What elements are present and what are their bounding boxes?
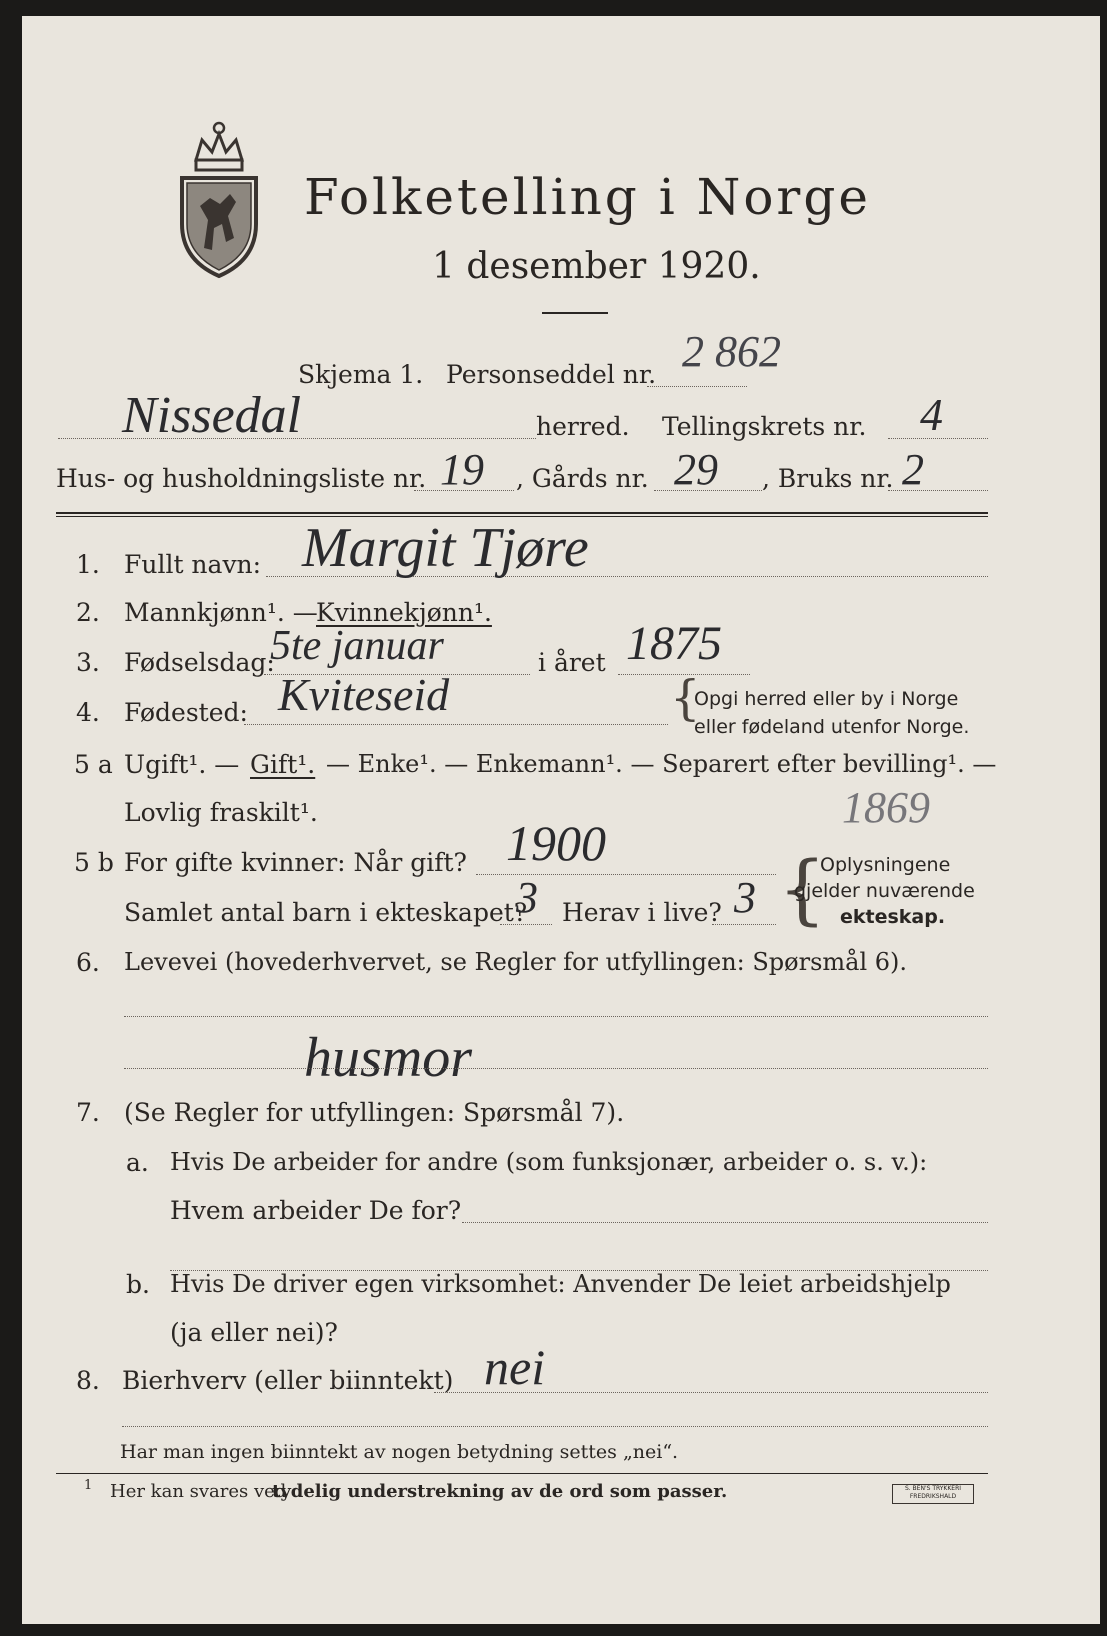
q5b-note-3: ekteskap. [840, 906, 946, 928]
q4-value: Kviteseid [278, 669, 450, 720]
q5b-live-label: Herav i live? [562, 898, 722, 927]
q6-dots-2 [124, 1068, 988, 1069]
q5b-barn-dots [500, 924, 552, 925]
q4-brace: { [670, 670, 701, 726]
q1-value: Margit Tjøre [302, 517, 589, 579]
form-title: Folketelling i Norge [304, 168, 871, 226]
q4-number: 4. [76, 698, 100, 727]
q6-value: husmor [304, 1027, 473, 1089]
skjema-label: Skjema 1. [298, 360, 424, 389]
q5a-lovlig: Lovlig fraskilt¹. [124, 798, 318, 827]
q5a-margin-year: 1869 [842, 783, 930, 832]
q5b-brace: { [778, 844, 827, 933]
personseddel-label: Personseddel nr. [446, 360, 657, 389]
q5b-live-value: 3 [734, 873, 756, 922]
q7b-line-1: Hvis De driver egen virksomhet: Anvender De leiet arbeidshjelp [170, 1270, 951, 1298]
q2-number: 2. [76, 598, 100, 627]
q4-note-2: eller fødeland utenfor Norge. [694, 716, 970, 738]
form-date: 1 desember 1920. [432, 246, 761, 287]
q2-kvinne: Kvinnekjønn¹. [316, 598, 492, 627]
q3-value: 5te januar [270, 623, 444, 669]
q5b-live-dots [712, 924, 776, 925]
hus-value: 19 [440, 445, 484, 494]
coat-of-arms-icon [174, 120, 264, 280]
q6-label: Levevei (hovederhvervet, se Regler for utfyllingen: Spørsmål 6). [124, 948, 908, 976]
q7b-number: b. [126, 1270, 150, 1299]
q3-year-value: 1875 [626, 617, 722, 670]
q2-mann: Mannkjønn¹. — [124, 598, 318, 627]
q7-number: 7. [76, 1098, 100, 1127]
q5a-rest: — Enke¹. — Enkemann¹. — Separert efter bevilling¹. — [326, 750, 997, 778]
q4-note-1: Opgi herred eller by i Norge [694, 688, 959, 710]
q7a-line-2: Hvem arbeider De for? [170, 1196, 462, 1225]
q6-number: 6. [76, 948, 100, 977]
q7a-dots-1 [462, 1222, 988, 1223]
gards-label: , Gårds nr. [516, 464, 649, 493]
footnote-plain: Her kan svares ved [110, 1481, 287, 1502]
printer-stamp-line-1: S. BEN'S TRYKKERI [904, 1485, 962, 1492]
tellingskrets-label: Tellingskrets nr. [662, 412, 867, 441]
gards-value: 29 [674, 445, 718, 494]
q5b-number: 5 b [74, 848, 114, 877]
bruks-value: 2 [902, 445, 924, 494]
q5b-note-2: gjelder nuværende [794, 880, 975, 902]
q4-dots [244, 724, 668, 725]
q5b-barn-label: Samlet antal barn i ekteskapet? [124, 898, 528, 927]
q5a-gift: Gift¹. [250, 750, 316, 779]
q3-label: Fødselsdag: [124, 648, 275, 677]
q5a-number: 5 a [74, 750, 113, 779]
q7a-line-1: Hvis De arbeider for andre (som funksjonær, arbeider o. s. v.): [170, 1148, 928, 1176]
q5a-ugift: Ugift¹. — [124, 750, 240, 779]
footnote-mark: 1 [84, 1478, 93, 1493]
printer-stamp [892, 1484, 974, 1504]
q5b-note-1: Oplysningene [820, 854, 951, 876]
footnote-rule [56, 1473, 988, 1474]
personseddel-dots [647, 386, 747, 387]
q5b-barn-value: 3 [516, 873, 538, 922]
q3-year-label: i året [538, 648, 606, 677]
footnote-bold: tydelig understrekning av de ord som passer. [272, 1481, 728, 1502]
q8-value: nei [484, 1339, 546, 1395]
personseddel-value: 2 862 [682, 327, 781, 376]
q7b-line-2: (ja eller nei)? [170, 1318, 338, 1347]
herred-value: Nissedal [122, 387, 302, 444]
hus-label: Hus- og husholdningsliste nr. [56, 464, 427, 493]
q8-dots-2 [122, 1426, 988, 1427]
tellingskrets-value: 4 [920, 389, 943, 440]
footer-note: Har man ingen biinntekt av nogen betydning settes „nei“. [120, 1441, 679, 1463]
q4-label: Fødested: [124, 698, 248, 727]
bruks-label: , Bruks nr. [762, 464, 894, 493]
census-form [22, 16, 1100, 1624]
printer-stamp-line-2: FREDRIKSHALD [909, 1493, 957, 1500]
q5b-label: For gifte kvinner: Når gift? [124, 848, 467, 877]
q8-number: 8. [76, 1366, 100, 1395]
q3-number: 3. [76, 648, 100, 677]
q1-label: Fullt navn: [124, 550, 262, 579]
q7a-number: a. [126, 1148, 149, 1177]
title-divider [542, 312, 608, 314]
q6-dots-1 [124, 1016, 988, 1017]
herred-label: herred. [536, 412, 630, 441]
q1-number: 1. [76, 550, 100, 579]
q8-label: Bierhverv (eller biinntekt) [122, 1366, 454, 1395]
q5b-value: 1900 [506, 815, 606, 871]
q7-label: (Se Regler for utfyllingen: Spørsmål 7). [124, 1098, 625, 1127]
